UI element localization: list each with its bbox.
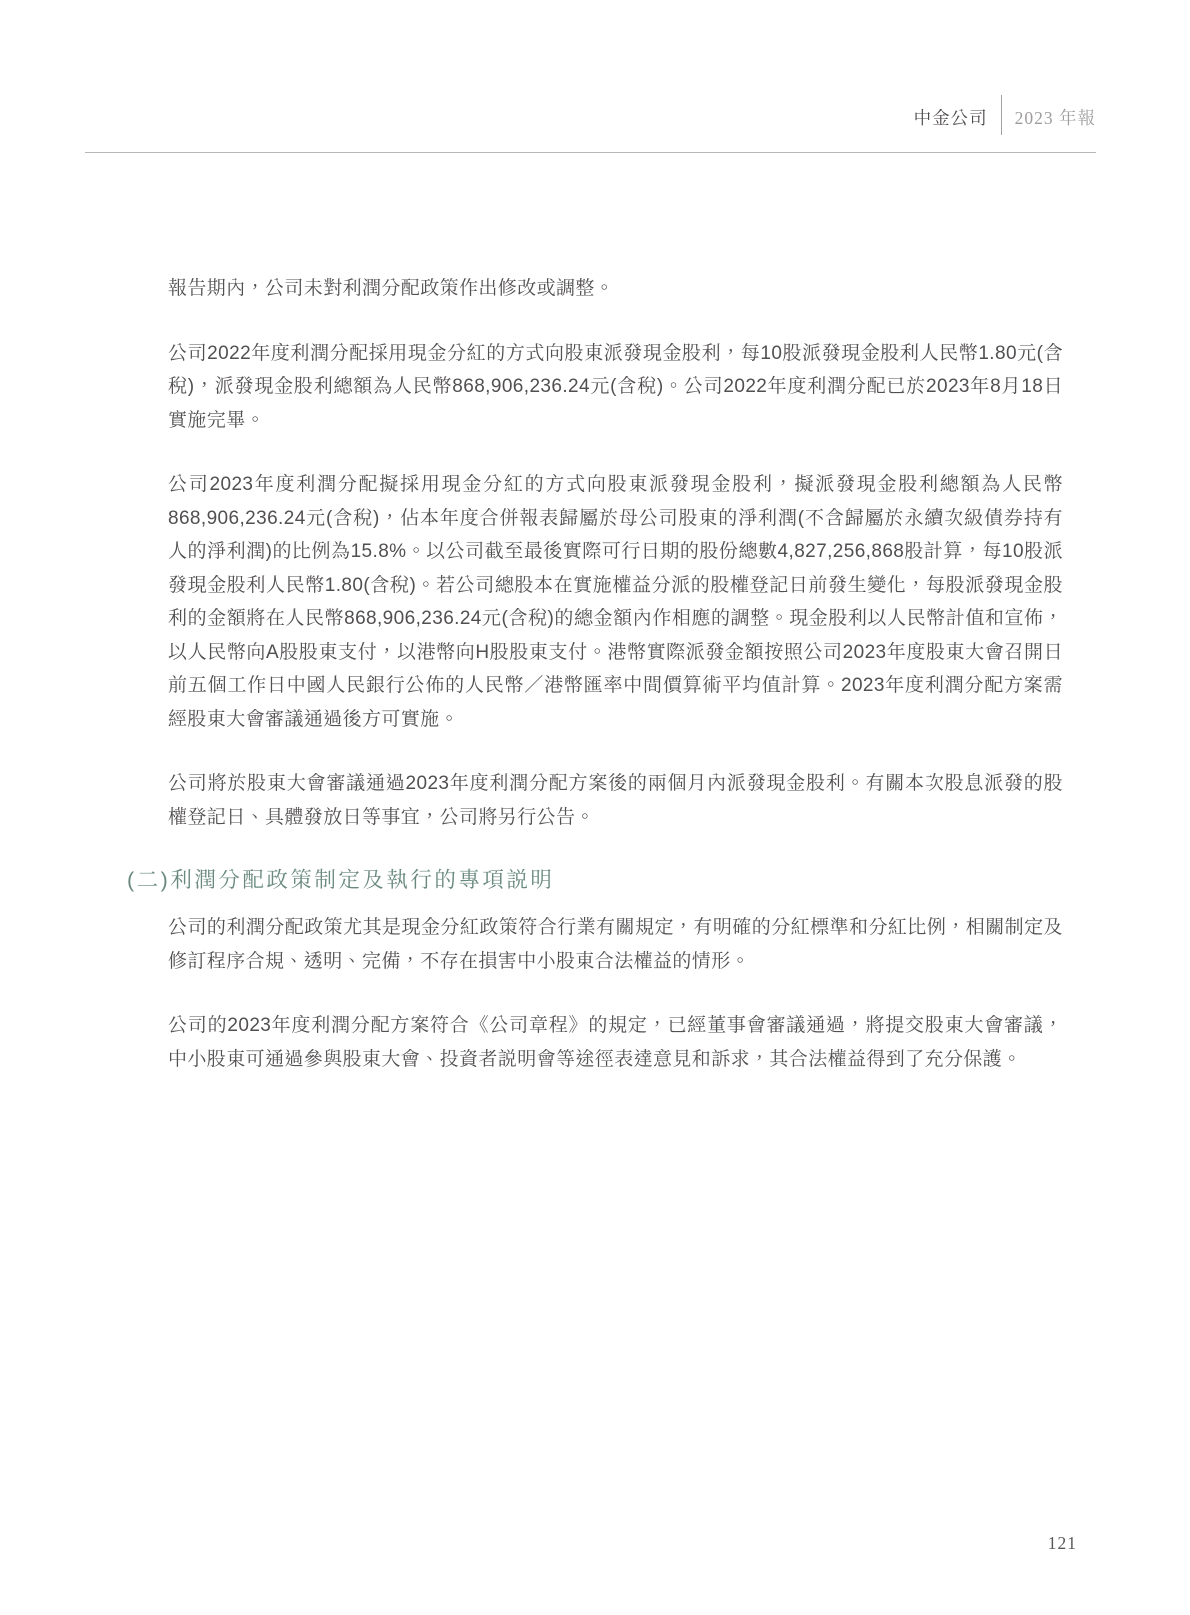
paragraph-policy-unchanged: 報告期內，公司未對利潤分配政策作出修改或調整。 bbox=[168, 278, 615, 299]
report-edition: 2023 年報 bbox=[1014, 107, 1096, 128]
paragraph-dividend-payment-timing: 公司將於股東大會審議通過2023年度利潤分配方案後的兩個月內派發現金股利。有關本次股息派發的股權登記日、具體發放日等事宜，公司將另行公告。 bbox=[168, 773, 1063, 828]
paragraph-policy-compliance: 公司的利潤分配政策尤其是現金分紅政策符合行業有關規定，有明確的分紅標準和分紅比例，相關制定及修訂程序合規、透明、完備，不存在損害中小股東合法權益的情形。 bbox=[168, 917, 1063, 972]
page-header bbox=[85, 0, 1096, 153]
page-content bbox=[0, 153, 1190, 1076]
paragraph-2022-distribution: 公司2022年度利潤分配採用現金分紅的方式向股東派發現金股利，每10股派發現金股利人民幣1.80元(含稅)，派發現金股利總額為人民幣868,906,236.24元(含稅)。公司2022年度利潤分配已於2023年8月18日實施完畢。 bbox=[168, 342, 1063, 431]
page-number: 121 bbox=[1047, 1533, 1077, 1553]
paragraph-2023-distribution-plan: 公司2023年度利潤分配擬採用現金分紅的方式向股東派發現金股利，擬派發現金股利總額為人民幣868,906,236.24元(含稅)，佔本年度合併報表歸屬於母公司股東的淨利潤(不含歸屬於永續次級債券持有人的淨利潤)的比例為15.8%。以公司截至最後實際可行日期的股份總數4,827,256,868股計算，每10股派發現金股利人民幣1.80(含稅)。若公司總股本在實施權益分派的股權登記日前發生變化，每股派發現金股利的金額將在人民幣868,906,236.24元(含稅)的總金額內作相應的調整。現金股利以人民幣計值和宣佈，以人民幣向A股股東支付，以港幣向H股股東支付。港幣實際派發金額按照公司2023年度股東大會召開日前五個工作日中國人民銀行公佈的人民幣／港幣匯率中間價算術平均值計算。2023年度利潤分配方案需經股東大會審議通過後方可實施。 bbox=[168, 474, 1063, 730]
paragraph-plan-approval: 公司的2023年度利潤分配方案符合《公司章程》的規定，已經董事會審議通過，將提交股東大會審議，中小股東可通過參與股東大會、投資者説明會等途徑表達意見和訴求，其合法權益得到了充分保護。 bbox=[168, 1015, 1063, 1070]
header-divider bbox=[1001, 95, 1002, 135]
section-heading: (二)利潤分配政策制定及執行的專項説明 bbox=[127, 868, 555, 892]
company-name: 中金公司 bbox=[913, 107, 988, 128]
